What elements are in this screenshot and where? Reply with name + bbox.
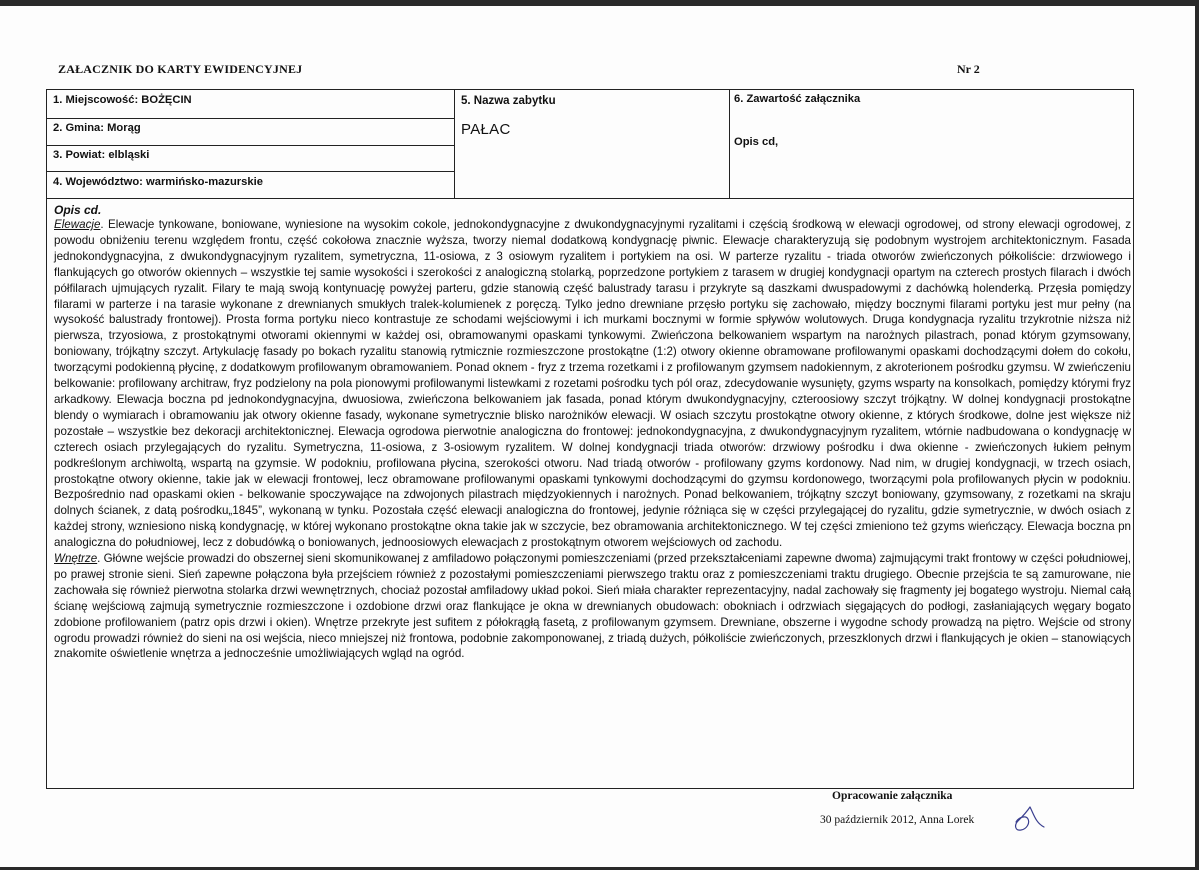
table-divider [47,171,454,172]
field-nazwa-label: 5. Nazwa zabytku [461,95,556,107]
paragraph-lead: Elewacje [54,218,101,231]
field-wojewodztwo: 4. Województwo: warmińsko-mazurskie [53,176,263,188]
document-title: ZAŁACZNIK DO KARTY EWIDENCYJNEJ [58,62,303,76]
paragraph-lead: Wnętrze [54,552,98,566]
table-divider [47,145,454,146]
handwritten-signature [1008,805,1048,835]
field-zawartosc-label: 6. Zawartość załącznika [734,93,861,105]
field-nazwa-value: PAŁAC [461,121,511,138]
table-divider [454,90,455,198]
paragraph-elewacje [54,217,1131,551]
field-miejscowosc: 1. Miejscowość: BOŻĘCIN [53,94,192,106]
description-text [54,217,1131,662]
document-number: Nr 2 [957,62,980,76]
field-zawartosc-value: Opis cd, [734,136,779,148]
prepared-date-author: 30 październik 2012, Anna Lorek [820,814,975,826]
scan-edge-right [1195,0,1199,870]
paragraph-body: . Elewacje tynkowane, boniowane, wyniesione na wysokim cokole, jednokondygnacyjne z dwukondygnacyjnymi ryzalitami i częścią środkową w elewacji ogrodowej, od strony elewacji ogrodowej, z powodu obniżeniu terenu względem frontu, część cokołowa znacznie wyższa, tworzy niemal dodatkową kondygnację piwnic. Elewacje charakteryzują się podobnym wystrojem architektonicznym. Fasada jednokondygnacyjna, z dwukondygnacyjnym ryzalitem, symetryczna, 11-osiowa, z 3 osiowym ryzalitem i portykiem na osi. W parterze ryzalitu - triada otworów zwieńczonych półkoliście: drzwiowego i flankujących go otworów okiennych – wszystkie tej samie wysokości i szerokości z analogiczną stolarką, poprzedzone portykiem z tarasem w drugiej kondygnacji opartym na czterech prostych filarach i dwóch półfilarach ujmujących ryzalit. Filary te mają swoją kontynuację powyżej parteru, gdzie stanowią część balustrady tarasu i przykryte są daszkami dwuspadowymi z dachówką holenderką. Przęsła pomiędzy filarami w parterze i na tarasie wykonane z drewnianych smukłych tralek-kolumienek z poręczą. Tylko jedno drewniane przęsło portyku się zachowało, między bocznymi filarami portyku jest mur pełny (na wysokość balustrady frontowej). Prosta forma portyku nieco kontrastuje ze schodami wejściowymi i ich murkami bocznymi w formie spływów wolutowych. Druga kondygnacja ryzalitu trzykrotnie niższa niż pierwsza, trzyosiowa, z prostokątnymi otworami okiennymi w każdej osi, obramowanymi opaskami tynkowymi. Zwieńczona belkowaniem wspartym na narożnych pilastrach, ponad którym gzymsowany, boniowany, trójkątny szczyt. Artykulację fasady po bokach ryzalitu stanowią rytmicznie rozmieszczone prostokątne (1:2) otwory okienne obramowane profilowanymi opaskami dochodzącymi dołem do cokołu, tworzącymi podokienną płycinę, z dodatkowym profilowanym obramowaniem. Ponad oknem - fryz z trzema rozetkami i z profilowanym gzymsem nadokiennym, z akroterionem pośrodku gzymsu. W zwieńczeniu belkowanie: profilowany architraw, fryz podzielony na pola pionowymi profilowanymi listewkami z rozetami pośrodku tych pól oraz, zdecydowanie wysunięty, gzyms wsparty na konsolkach, pomiędzy którymi fryz arkadkowy. Elewacja boczna pd jednokondygnacyjna, dwuosiowa, zwieńczona belkowaniem jak fasada, ponad którym dwukondygnacyjny, czteroosiowy szczyt trójkątny. W dolnej kondygnacji prostokątne blendy o wymiarach i obramowaniu jak otwory okienne fasady, wykonane symetrycznie blisko narożników elewacji. W osiach szczytu prostokątne otwory okienne, z których środkowe, dolne jest większe niż pozostałe – wszystkie bez dekoracji architektonicznej. Elewacja ogrodowa pierwotnie analogiczna do frontowej: jednokondygnacyjna, z dwukondygnacyjnym ryzalitem, wtórnie nadbudowana o kondygnację w czterech osiach przylegających do ryzalitu. Symetryczna, 11-osiowa, z 3-osiowym ryzalitem. W dolnej kondygnacji triada otworów: drzwiowy pośrodku i dwa okienne - zwieńczonych łukiem pełnym podkreślonym archiwoltą, wspartą na gzymsie. W podokniu, profilowana płycina, szerokości otworu. Nad triadą otworów - profilowany gzyms kordonowy. Nad nim, w drugiej kondygnacji, w trzech osiach, prostokątne otwory okienne, takie jak w elewacji frontowej, lecz obramowane profilowanymi opaskami tynkowymi dochodzącymi do gzymsu kordonowego, tworzącymi pola profilowanych płycin w podokniu. Bezpośrednio nad opaskami okien - belkowanie spoczywające na zdwojonych pilastrach międzyokiennych i narożnych. Ponad belkowaniem, trójkątny szczyt boniowany, gzymsowany, z rozetkami na skraju dolnych ścianek, z datą pośrodku„1845”, wykonaną w tynku. Pozostała część elewacji analogiczna do frontowej, jedynie różniąca się w części przylegającej do ryzalitu, gdzie symetrycznie, w dwóch osiach z każdej strony, wzniesiono niską kondygnację, w której wykonano prostokątne okna takie jak w szczycie, bez obramowania architektonicznego. W tej części zmieniono też gzyms wieńczący. Elewacja boczna pn analogiczna do południowej, lecz z dobudówką o boniowanych, jednoosiowych elewacjach z prostokątnym otworem wejściowych od zachodu. [54,218,1131,550]
prepared-by-label: Opracowanie załącznika [832,790,953,802]
paragraph-body: . Główne wejście prowadzi do obszernej sieni skomunikowanej z amfiladowo połączonymi pomieszczeniami (przed przekształceniami zapewne dwoma) zajmującymi trakt frontowy w części południowej, po prawej stronie sieni. Sień zapewne połączona była przejściem również z pozostałymi pomieszczeniami pierwszego traktu oraz z pomieszczeniami traktu drugiego. Obecnie przejścia te są zamurowane, nie zachowała się również pierwotna stolarka drzwi wewnętrznych, chociaż pozostał amfiladowy układ pokoi. Sień miała charakter reprezentacyjny, nadal zachowały się fragmenty jej bogatego wystroju. Niemal całą ścianę wejściową zajmują symetrycznie rozmieszczone i ozdobione drzwi oraz flankujące je okna w drewnianych obudowach: obokniach i odrzwiach sięgających do podłogi, zasłaniających węgary bogato zdobione profilowaniem (patrz opis drzwi i okien). Wnętrze przekryte jest sufitem z półokrągłą fasetą, z profilowanym gzymsem. Drewniane, obszerne i wygodne schody prowadzą na piętro. Wejście od strony ogrodu prowadzi również do sieni na osi wejścia, nieco mniejszej niż frontowa, podobnie zakomponowanej, z triadą dużych, półkoliście zwieńczonych, przeszklonych drzwi i flankujących je okien – stanowiących znakomite oświetlenie wnętrza a jednocześnie umożliwiających wgląd na ogród. [54,552,1131,661]
table-divider [47,118,454,119]
field-gmina: 2. Gmina: Morąg [53,122,141,134]
paragraph-wnetrze [54,551,1131,662]
table-divider [729,90,730,198]
section-heading: Opis cd. [54,203,102,217]
field-powiat: 3. Powiat: elbląski [53,149,150,161]
form-table [46,89,1134,199]
